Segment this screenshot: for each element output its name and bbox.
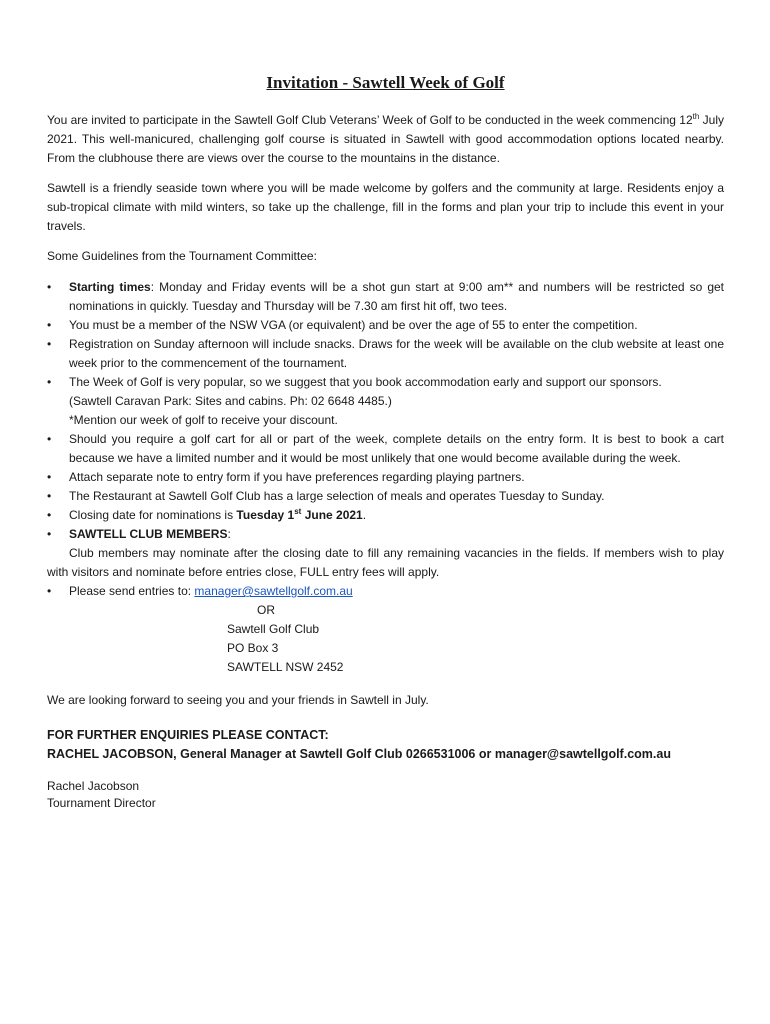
address-line-1: Sawtell Golf Club <box>227 622 320 636</box>
starting-times-text: : Monday and Friday events will be a shot gun start at 9:00 am** and numbers will be restricted so get nominations in quickly. Tuesday and Thursday will be 7.30 am first hit off, two tees. <box>69 280 724 313</box>
bullet-icon: • <box>47 508 52 522</box>
guidelines-list <box>47 278 724 544</box>
bullet-icon: • <box>47 489 52 503</box>
closing-date-period: . <box>362 508 367 522</box>
list-item-golf-cart <box>47 430 724 468</box>
caravan-park-text: (Sawtell Caravan Park: Sites and cabins. Ph: 02 6648 4485.) <box>69 394 392 408</box>
signatory-name: Rachel Jacobson <box>47 779 140 793</box>
closing-date-b: June 2021 <box>301 508 363 522</box>
address-line-3: SAWTELL NSW 2452 <box>227 660 344 674</box>
club-members-label: SAWTELL CLUB MEMBERS <box>69 527 228 541</box>
list-item-accommodation <box>47 373 724 430</box>
contact-heading: FOR FURTHER ENQUIRIES PLEASE CONTACT: <box>47 728 329 742</box>
send-entries-list <box>47 582 724 601</box>
document-page <box>47 72 724 812</box>
restaurant-text: The Restaurant at Sawtell Golf Club has a large selection of meals and operates Tuesday to Sunday. <box>69 489 605 503</box>
address-line-2: PO Box 3 <box>227 641 279 655</box>
intro-paragraph <box>47 111 724 168</box>
closing-date-a: Tuesday 1 <box>236 508 295 522</box>
list-item-membership <box>47 316 724 335</box>
list-item-send-entries <box>47 582 724 601</box>
list-item-registration <box>47 335 724 373</box>
list-item-playing-partners <box>47 468 724 487</box>
list-item-closing-date <box>47 506 724 525</box>
email-link[interactable]: manager@sawtellgolf.com.au <box>194 584 353 598</box>
page-title: Invitation - Sawtell Week of Golf <box>266 73 505 92</box>
list-item-club-members <box>47 525 724 544</box>
bullet-icon: • <box>47 470 52 484</box>
popular-text: The Week of Golf is very popular, so we suggest that you book accommodation early and support our sponsors. <box>69 375 662 389</box>
intro-sup: th <box>692 112 700 121</box>
bullet-icon: • <box>47 280 52 294</box>
closing-date-sup: st <box>294 507 302 516</box>
intro-text-2: July 2021. This well-manicured, challenging golf course is situated in Sawtell with good accommodation options located nearby. From the clubhouse there are views over the course to the mountains in the distance. <box>47 113 724 165</box>
postal-address <box>47 601 724 677</box>
or-text: OR <box>257 603 275 617</box>
town-paragraph: Sawtell is a friendly seaside town where you will be made welcome by golfers and the community at large. Residents enjoy a sub-tropical climate with mild winters, so take up the challenge, fill in the forms and plan your trip to include this event in your travels. <box>47 181 724 233</box>
bullet-icon: • <box>47 584 52 598</box>
club-members-colon: : <box>227 527 231 541</box>
contact-block <box>47 726 724 764</box>
playing-partners-text: Attach separate note to entry form if you have preferences regarding playing partners. <box>69 470 525 484</box>
starting-times-label: Starting times <box>69 280 151 294</box>
club-members-note: Club members may nominate after the closing date to fill any remaining vacancies in the fields. If members wish to play with visitors and nominate before entries close, FULL entry fees will apply. <box>47 546 724 579</box>
closing-date-text: Closing date for nominations is <box>69 508 237 522</box>
discount-mention-text: *Mention our week of golf to receive your discount. <box>69 413 338 427</box>
golf-cart-text: Should you require a golf cart for all or part of the week, complete details on the entry form. It is best to book a cart because we have a limited number and it would be most unlikely that one would become available during the week. <box>69 432 724 465</box>
signatory-role: Tournament Director <box>47 796 156 810</box>
contact-details: RACHEL JACOBSON, General Manager at Sawtell Golf Club 0266531006 or manager@sawtellgolf.com.au <box>47 747 671 761</box>
signature-block <box>47 778 724 812</box>
closing-paragraph: We are looking forward to seeing you and your friends in Sawtell in July. <box>47 693 429 707</box>
closing-date-value <box>236 508 362 522</box>
list-item-starting-times <box>47 278 724 316</box>
guidelines-heading: Some Guidelines from the Tournament Committee: <box>47 249 317 263</box>
send-entries-text: Please send entries to: <box>69 584 195 598</box>
bullet-icon: • <box>47 527 52 541</box>
intro-text-1: You are invited to participate in the Sawtell Golf Club Veterans’ Week of Golf to be conducted in the week commencing 12 <box>47 113 693 127</box>
bullet-icon: • <box>47 337 52 351</box>
bullet-icon: • <box>47 375 52 389</box>
bullet-icon: • <box>47 318 52 332</box>
membership-text: You must be a member of the NSW VGA (or equivalent) and be over the age of 55 to enter the competition. <box>69 318 638 332</box>
list-item-restaurant <box>47 487 724 506</box>
registration-text: Registration on Sunday afternoon will include snacks. Draws for the week will be available on the club website at least one week prior to the commencement of the tournament. <box>69 337 724 370</box>
bullet-icon: • <box>47 432 52 446</box>
